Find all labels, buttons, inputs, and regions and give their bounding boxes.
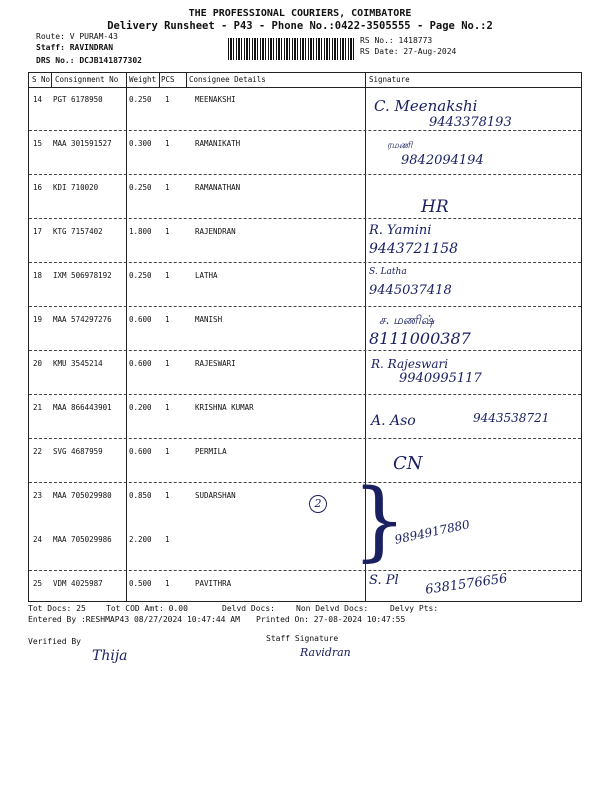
consignee-cell: KRISHNA KUMAR	[195, 403, 254, 412]
signature-name: R. Yamini	[369, 223, 432, 238]
pcs-cell: 1	[165, 579, 170, 588]
circled-two-mark: 2	[309, 495, 327, 513]
table-row	[29, 131, 581, 175]
pcs-cell: 1	[165, 491, 170, 500]
weight-cell: 0.250	[129, 271, 152, 280]
consignee-cell: LATHA	[195, 271, 218, 280]
pcs-cell: 1	[165, 359, 170, 368]
sno-cell: 22	[33, 447, 43, 456]
pcs-cell: 1	[165, 447, 170, 456]
consignment-cell: MAA 705029980	[53, 491, 112, 500]
runsheet-table	[28, 72, 582, 602]
pcs-cell: 1	[165, 403, 170, 412]
cn-mark: CN	[393, 453, 423, 474]
signature-name: ரமணி	[387, 141, 413, 151]
weight-cell: 0.600	[129, 315, 152, 324]
consignee-cell: MEENAKSHI	[195, 95, 236, 104]
weight-cell: 1.800	[129, 227, 152, 236]
brace-mark: }	[352, 471, 407, 571]
pcs-cell: 1	[165, 139, 170, 148]
sno-cell: 20	[33, 359, 43, 368]
consignment-cell: KTG 7157402	[53, 227, 103, 236]
consignee-cell: MANISH	[195, 315, 223, 324]
sno-cell: 19	[33, 315, 43, 324]
pcs-cell: 1	[165, 315, 170, 324]
signature-name: R. Rajeswari	[371, 357, 449, 371]
sno-cell: 23	[33, 491, 43, 500]
weight-cell: 0.300	[129, 139, 152, 148]
table-row	[29, 263, 581, 307]
signature-phone: 9940995117	[399, 371, 482, 386]
consignment-cell: IXM 506978192	[53, 271, 112, 280]
table-row	[29, 219, 581, 263]
sno-cell: 16	[33, 183, 43, 192]
non-delvd-docs: Non Delvd Docs:	[296, 604, 369, 613]
signature-phone: 9443538721	[473, 411, 550, 425]
consignment-cell: SVG 4687959	[53, 447, 103, 456]
table-row	[29, 87, 581, 131]
staff-label: Staff: RAVINDRAN	[36, 43, 114, 52]
table-row	[29, 307, 581, 351]
col-consignment-header: Consignment No	[55, 75, 119, 84]
consignment-cell: MAA 574297276	[53, 315, 112, 324]
pcs-cell: 1	[165, 227, 170, 236]
table-row	[29, 517, 581, 571]
signature-phone: 9445037418	[369, 283, 452, 298]
route-label: Route: V PURAM-43	[36, 32, 118, 41]
tot-docs: Tot Docs: 25	[28, 604, 86, 613]
weight-cell: 0.250	[129, 95, 152, 104]
weight-cell: 2.200	[129, 535, 152, 544]
barcode	[228, 38, 354, 60]
company-name: THE PROFESSIONAL COURIERS, COIMBATORE	[188, 8, 412, 19]
rs-date: RS Date: 27-Aug-2024	[360, 47, 457, 56]
sno-cell: 24	[33, 535, 43, 544]
table-row	[29, 351, 581, 395]
delvd-docs: Delvd Docs:	[222, 604, 275, 613]
col-consignee-header: Consignee Details	[189, 75, 266, 84]
signature-phone: 9894917880	[393, 517, 471, 547]
sno-cell: 14	[33, 95, 43, 104]
signature-name: A. Aso	[371, 413, 416, 429]
pcs-cell: 1	[165, 183, 170, 192]
consignment-cell: VDM 4025987	[53, 579, 103, 588]
divider	[186, 73, 187, 87]
pcs-cell: 1	[165, 271, 170, 280]
runsheet-subtitle: Delivery Runsheet - P43 - Phone No.:0422-3505555 - Page No.:2	[107, 20, 493, 32]
consignee-cell: RAMANIKATH	[195, 139, 241, 148]
delvy-pts: Delvy Pts:	[390, 604, 439, 613]
staff-signature-label: Staff Signature	[266, 634, 339, 643]
weight-cell: 0.850	[129, 491, 152, 500]
signature-name: C. Meenakshi	[374, 97, 478, 115]
signature-phone: 6381576656	[424, 571, 509, 598]
consignee-cell: RAJENDRAN	[195, 227, 236, 236]
weight-cell: 0.200	[129, 403, 152, 412]
consignee-cell: PERMILA	[195, 447, 227, 456]
sno-cell: 18	[33, 271, 43, 280]
signature-phone: 9443721158	[369, 241, 459, 257]
hr-mark: HR	[421, 197, 449, 217]
weight-cell: 0.600	[129, 447, 152, 456]
consignment-cell: PGT 6178950	[53, 95, 103, 104]
signature-name: S. Pl	[369, 573, 399, 588]
signature-phone: 9443378193	[429, 115, 512, 130]
consignment-cell: MAA 866443901	[53, 403, 112, 412]
weight-cell: 0.600	[129, 359, 152, 368]
pcs-cell: 1	[165, 535, 170, 544]
signature-phone: 8111000387	[369, 329, 471, 348]
verified-signature: Thija	[92, 648, 128, 664]
table-row	[29, 175, 581, 219]
signature-phone: 9842094194	[401, 153, 484, 168]
divider	[51, 73, 52, 87]
table-row	[29, 439, 581, 483]
consignment-cell: KDI 710020	[53, 183, 99, 192]
consignee-cell: RAMANATHAN	[195, 183, 241, 192]
col-signature-header: Signature	[369, 75, 410, 84]
entered-by: Entered By :RESHMAP43 08/27/2024 10:47:44 AM	[28, 615, 240, 624]
table-row	[29, 483, 581, 527]
consignee-cell: SUDARSHAN	[195, 491, 236, 500]
verified-by-label: Verified By	[28, 637, 81, 646]
printed-on: Printed On: 27-08-2024 10:47:55	[256, 615, 406, 624]
divider	[159, 73, 160, 87]
pcs-cell: 1	[165, 95, 170, 104]
signature-name: ச. மணிஷ்	[379, 313, 435, 327]
rs-number: RS No.: 1418773	[360, 36, 433, 45]
table-row	[29, 395, 581, 439]
col-weight-header: Weight	[129, 75, 157, 84]
tot-cod-amt: Tot COD Amt: 0.00	[106, 604, 188, 613]
col-pcs-header: PCS	[161, 75, 175, 84]
col-sno-header: S No	[32, 75, 51, 84]
sno-cell: 21	[33, 403, 43, 412]
consignment-cell: MAA 301591527	[53, 139, 112, 148]
drs-number: DRS No.: DCJB141877302	[36, 56, 142, 65]
consignment-cell: KMU 3545214	[53, 359, 103, 368]
weight-cell: 0.250	[129, 183, 152, 192]
signature-name: S. Latha	[369, 267, 407, 277]
consignee-cell: PAVITHRA	[195, 579, 232, 588]
sno-cell: 25	[33, 579, 43, 588]
consignee-cell: RAJESWARI	[195, 359, 236, 368]
consignment-cell: MAA 705029986	[53, 535, 112, 544]
table-row	[29, 571, 581, 601]
staff-signature: Ravidran	[300, 646, 351, 659]
sno-cell: 17	[33, 227, 43, 236]
sno-cell: 15	[33, 139, 43, 148]
weight-cell: 0.500	[129, 579, 152, 588]
